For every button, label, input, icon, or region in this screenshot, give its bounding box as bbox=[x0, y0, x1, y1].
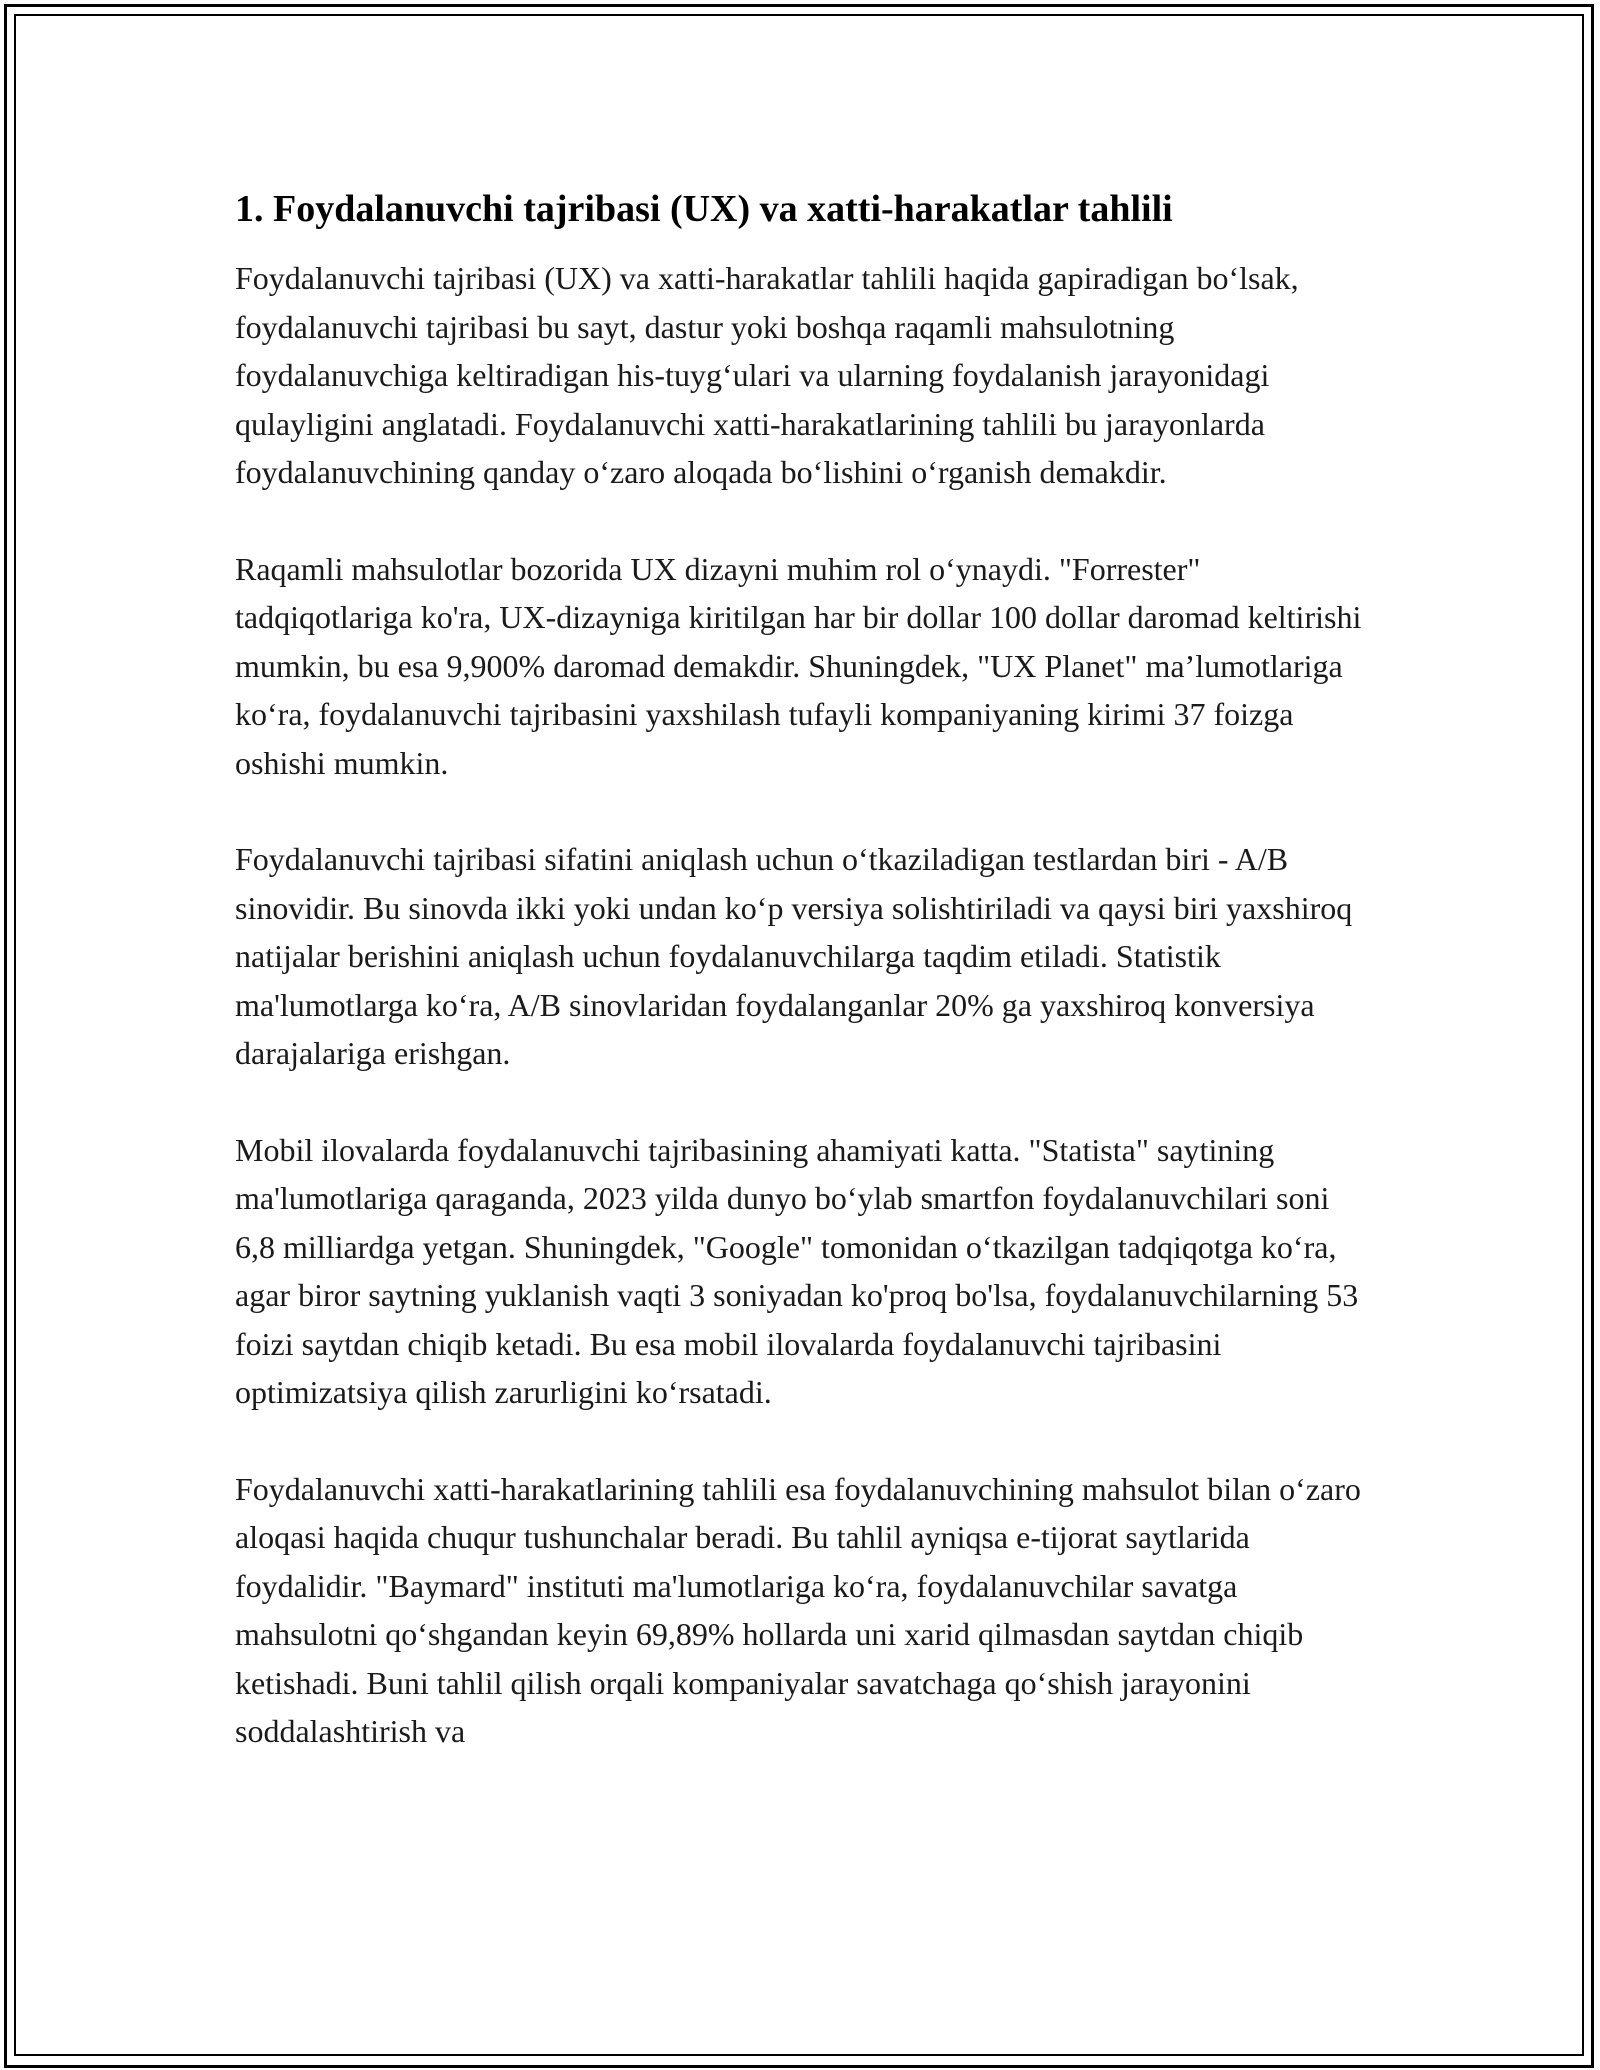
paragraph-ux-market: Raqamli mahsulotlar bozorida UX dizayni muhim rol o‘ynaydi. "Forrester" tadqiqotlariga ko'ra, UX-dizayniga kiritilgan har bir dollar 100 dollar daromad keltirishi mumkin, bu esa 9,900% daromad demakdir. Shuningdek, "UX Planet" ma’lumotlariga ko‘ra, foydalanuvchi tajribasini yaxshilash tufayli kompaniyaning kirimi 37 foizga oshishi mumkin. bbox=[235, 550, 1362, 781]
paragraph-ab-testing: Foydalanuvchi tajribasi sifatini aniqlash uchun o‘tkaziladigan testlardan biri - A/B sinovidir. Bu sinovda ikki yoki undan ko‘p versiya solishtiriladi va qaysi biri yaxshiroq natijalar berishini aniqlash uchun foydalanuvchilarga taqdim etiladi. Statistik ma'lumotlarga ko‘ra, A/B sinovlaridan foydalanganlar 20% ga yaxshiroq konversiya darajalariga erishgan. bbox=[235, 841, 1353, 1071]
paragraph-behavior-analysis: Foydalanuvchi xatti-harakatlarining tahlili esa foydalanuvchining mahsulot bilan o‘zaro aloqasi haqida chuqur tushunchalar beradi. Bu tahlil ayniqsa e-tijorat saytlarida foydalidir. "Baymard" instituti ma'lumotlariga ko‘ra, foydalanuvchilar savatga mahsulotni qo‘shgandan keyin 69,89% hollarda uni xarid qilmasdan saytdan chiqib ketishadi. Buni tahlil qilish orqali kompaniyalar savatchaga qo‘shish jarayonini soddalashtirish va bbox=[235, 1470, 1361, 1749]
paragraph-mobile-apps: Mobil ilovalarda foydalanuvchi tajribasining ahamiyati katta. "Statista" saytining ma'lumotlariga qaraganda, 2023 yilda dunyo bo‘ylab smartfon foydalanuvchilari soni 6,8 milliardga yetgan. Shuningdek, "Google" tomonidan o‘tkazilgan tadqiqotga ko‘ra, agar biror saytning yuklanish vaqti 3 soniyadan ko'proq bo'lsa, foydalanuvchilarning 53 foizi saytdan chiqib ketadi. Bu esa mobil ilovalarda foydalanuvchi tajribasini optimizatsiya qilish zarurligini ko‘rsatadi. bbox=[235, 1131, 1359, 1410]
section-heading: 1. Foydalanuvchi tajribasi (UX) va xatti-harakatlar tahlili bbox=[235, 188, 1173, 230]
paragraph-ux-definition: Foydalanuvchi tajribasi (UX) va xatti-harakatlar tahlili haqida gapiradigan bo‘lsak, foydalanuvchi tajribasi bu sayt, dastur yoki boshqa raqamli mahsulotning foydalanuvchiga keltiradigan his-tuyg‘ulari va ularning foydalanish jarayonidagi qulayligini anglatadi. Foydalanuvchi xatti-harakatlarining tahlili bu jarayonlarda foydalanuvchining qanday o‘zaro aloqada bo‘lishini o‘rganish demakdir. bbox=[235, 260, 1299, 490]
document-body bbox=[235, 184, 1370, 1804]
